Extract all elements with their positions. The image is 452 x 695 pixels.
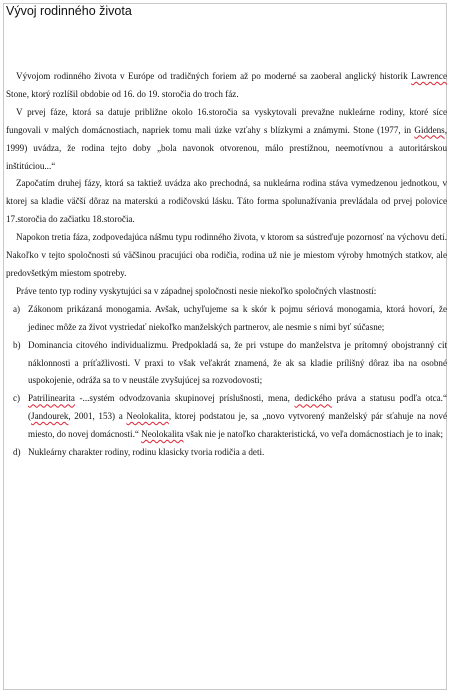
properties-list [6,301,447,462]
list-item: b) Dominancia citového individualizmu. Predpokladá sa, že pri vstupe do manželstva je prítomný obojstranný cit náklonnosti a príťažlivosti. V praxi to však veľakrát znamená, že ak sa kladie prílišný dôraz iba na osobné uspokojenie, odráža sa to v neustále zvyšujúcej sa rozvodovosti; [6,337,447,391]
list-item: c) Patrilinearita -...systém odvodzovania skupinovej príslušnosti, mena, dedického práva a statusu podľa otca.“ (Jandourek, 2001, 153) a Neolokalita, ktorej podstatou je, sa „novo vytvorený manželský pár sťahuje na nové miesto, do novej domácnosti.“ Neolokalita však nie je natoľko charakteristická, vo veľa domácnostiach je to inak; [6,390,447,444]
spellcheck-word: dedického [294,393,332,404]
list-marker: a) [13,303,21,314]
list-item: d) Nukleárny charakter rodiny, rodinu klasicky tvoria rodičia a deti. [6,444,447,462]
spellcheck-word: Neolokalita [126,411,169,422]
spellcheck-word: Lawrence [411,71,447,81]
spellcheck-word: Giddens [414,124,445,135]
document-title: Vývoj rodinného života [6,4,132,18]
spellcheck-word: Patrilinearita [28,393,75,404]
paragraph-3: Započatím druhej fázy, ktorá sa taktiež uvádza ako prechodná, sa nukleárna rodina stáva vymedzenou jednotkou, v ktorej sa kladie väčší dôraz na materskú a rodičovskú lásku. Táto forma spolunažívania prevládala od prvej polovice 17.storočia do začiatku 18.storočia. [6,178,447,225]
list-item: a) Zákonom prikázaná monogamia. Avšak, uchyľujeme sa k skór k pojmu sériová monogamia, ktorá hovorí, že jedinec môže za život vystriedať niekoľko manželských partnerov, ale nesmie s nimi byť súčasne; [6,301,447,337]
list-marker: b) [13,339,21,350]
document-body[interactable] [6,68,447,462]
paragraph-5: Práve tento typ rodiny vyskytujúci sa v západnej spoločnosti nesie niekoľko spoločných vlastností: [16,285,377,296]
spellcheck-word: Jandourek [31,411,69,422]
list-marker: c) [13,393,21,404]
paragraph-1: Vývojom rodinného života v Európe od tradičných foriem až po moderné sa zaoberal anglický historik Lawrence Stone, ktorý rozlíšil obdobie od 16. do 19. storočia do troch fáz. [6,71,447,99]
list-marker: d) [13,447,21,458]
spellcheck-word: Neolokalita [141,429,184,440]
paragraph-2: V prvej fáze, ktorá sa datuje približne okolo 16.storočia sa vyskytovali prevažne nukleárne rodiny, ktoré síce fungovali v malých domácnostiach, napriek tomu mali úzke vzťahy s blízkymi a známymi. Stone (1977, in Giddens, 1999) uvádza, že rodina tejto doby „bola navonok otvorenou, málo prestížnou, neemotívnou a autoritárskou inštitúciou...“ [6,106,447,171]
paragraph-4: Napokon tretia fáza, zodpovedajúca nášmu typu rodinného života, v ktorom sa sústreďuje pozornosť na výchovu detí. Nakoľko v tejto spoločnosti sú väčšinou pracujúci oba rodičia, rodina už nie je miestom výroby hmotných statkov, ale predovšetkým miestom spotreby. [6,232,447,278]
